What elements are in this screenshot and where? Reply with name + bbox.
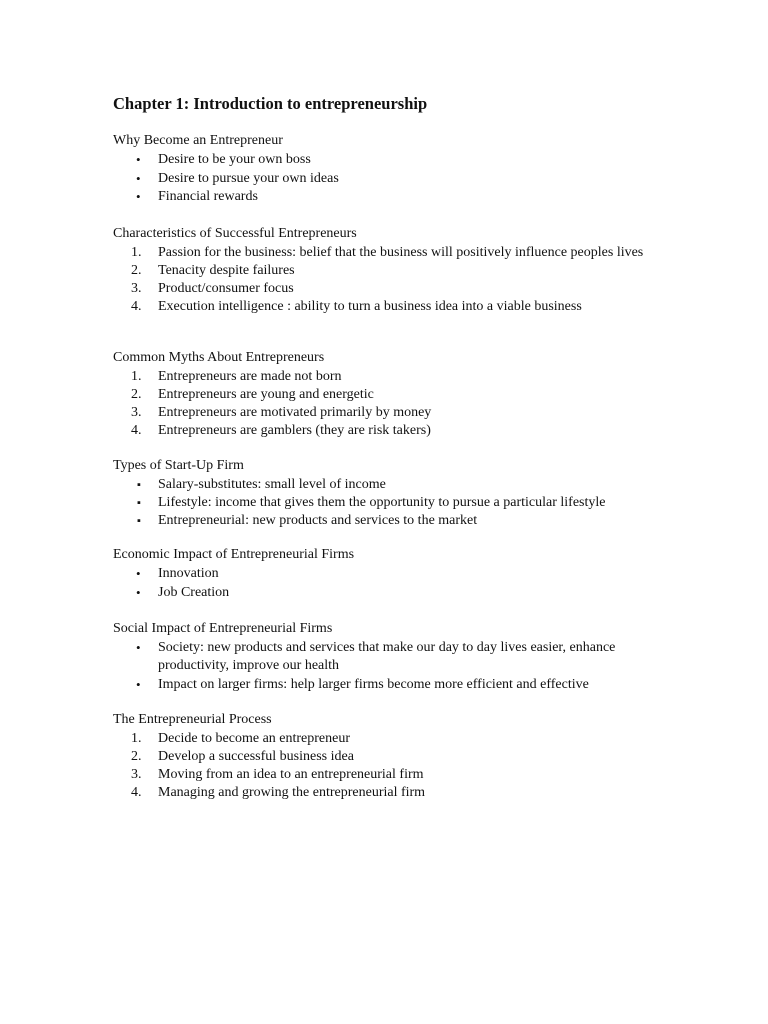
list-item-text: Passion for the business: belief that the business will positively influence peoples lives: [158, 245, 644, 260]
number-marker: 1.: [131, 245, 142, 260]
bullet-marker: •: [136, 566, 141, 581]
list-item: [113, 188, 673, 206]
section-heading: The Entrepreneurial Process: [113, 712, 272, 727]
section-economic-impact: [113, 546, 673, 602]
bullet-marker: •: [136, 640, 141, 655]
number-marker: 1.: [131, 731, 142, 746]
section-characteristics: [113, 225, 673, 316]
list-item-text: Job Creation: [158, 585, 230, 600]
square-bullet-marker: ▪: [137, 479, 141, 491]
list-item: [113, 422, 673, 440]
list-item: [113, 766, 673, 784]
list-item: [113, 494, 673, 512]
list-item: [113, 262, 673, 280]
list-item-text: Desire to pursue your own ideas: [158, 171, 339, 186]
list-item: [113, 386, 673, 404]
list-item: [113, 404, 673, 422]
list-item-text: Entrepreneurs are gamblers (they are risk takers): [158, 423, 431, 438]
list-item-text: Lifestyle: income that gives them the opportunity to pursue a particular lifestyle: [158, 495, 606, 510]
list-item-text: Desire to be your own boss: [158, 152, 311, 167]
list-item: [113, 676, 673, 694]
list-item-text: Moving from an idea to an entrepreneurial firm: [158, 767, 424, 782]
section-heading: Why Become an Entrepreneur: [113, 133, 283, 148]
section-types-of-startup: [113, 457, 673, 530]
number-marker: 2.: [131, 263, 142, 278]
list-item: [113, 748, 673, 766]
number-marker: 3.: [131, 281, 142, 296]
list-item-text: Execution intelligence : ability to turn a business idea into a viable business: [158, 299, 582, 314]
list-item-text: Salary-substitutes: small level of income: [158, 477, 386, 492]
bullet-marker: •: [136, 152, 141, 167]
section-heading: Economic Impact of Entrepreneurial Firms: [113, 547, 355, 562]
list-item: [113, 280, 673, 298]
section-why-become-entrepreneur: [113, 132, 673, 206]
list-item-text: Society: new products and services that make our day to day lives easier, enhance productivity, improve our health: [158, 640, 616, 673]
section-heading: Common Myths About Entrepreneurs: [113, 350, 325, 365]
list-item: [113, 368, 673, 386]
number-marker: 2.: [131, 749, 142, 764]
list-item: [113, 584, 673, 602]
number-marker: 1.: [131, 369, 142, 384]
number-marker: 4.: [131, 423, 142, 438]
number-marker: 3.: [131, 767, 142, 782]
list-item: [113, 565, 673, 583]
list-item-text: Innovation: [158, 566, 219, 581]
list-item: [113, 784, 673, 802]
list-item: [113, 476, 673, 494]
list-item-text: Entrepreneurs are made not born: [158, 369, 342, 384]
number-marker: 4.: [131, 785, 142, 800]
list-item-text: Entrepreneurs are young and energetic: [158, 387, 374, 402]
section-social-impact: [113, 620, 673, 694]
list-item-text: Tenacity despite failures: [158, 263, 295, 278]
list-item: [113, 244, 673, 262]
bullet-marker: •: [136, 189, 141, 204]
square-bullet-marker: ▪: [137, 497, 141, 509]
list-item-text: Develop a successful business idea: [158, 749, 354, 764]
list-item: [113, 512, 673, 530]
chapter-title: Chapter 1: Introduction to entrepreneurship: [113, 94, 428, 113]
number-marker: 3.: [131, 405, 142, 420]
list-item: [113, 298, 673, 316]
list-item-text: Decide to become an entrepreneur: [158, 731, 351, 746]
section-heading: Types of Start-Up Firm: [113, 458, 244, 473]
bullet-marker: •: [136, 171, 141, 186]
list-item: [113, 730, 673, 748]
section-common-myths: [113, 349, 673, 440]
section-entrepreneurial-process: [113, 711, 673, 802]
number-marker: 4.: [131, 299, 142, 314]
section-heading: Social Impact of Entrepreneurial Firms: [113, 621, 333, 636]
list-item-text: Financial rewards: [158, 189, 258, 204]
bullet-marker: •: [136, 585, 141, 600]
list-item-text: Entrepreneurs are motivated primarily by money: [158, 405, 432, 420]
bullet-marker: •: [136, 677, 141, 692]
list-item: [113, 170, 673, 188]
list-item-text: Managing and growing the entrepreneurial firm: [158, 785, 426, 800]
list-item-text: Impact on larger firms: help larger firms become more efficient and effective: [158, 677, 589, 692]
square-bullet-marker: ▪: [137, 515, 141, 527]
list-item-text: Entrepreneurial: new products and services to the market: [158, 513, 478, 528]
section-heading: Characteristics of Successful Entrepreneurs: [113, 226, 357, 241]
list-item: [113, 639, 673, 675]
list-item-text: Product/consumer focus: [158, 281, 294, 296]
number-marker: 2.: [131, 387, 142, 402]
list-item: [113, 151, 673, 169]
